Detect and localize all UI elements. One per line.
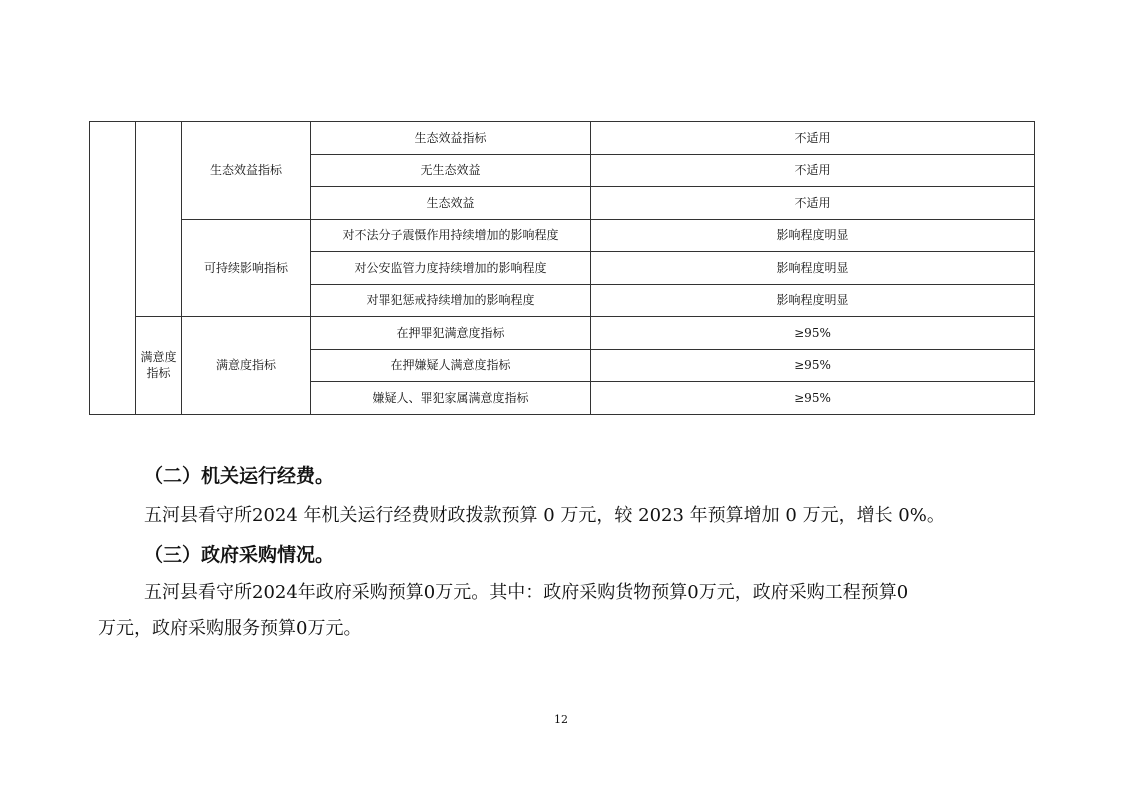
indicator-value-cell: 影响程度明显 [591,252,1035,285]
paragraph-operating-funds: 五河县看守所2024 年机关运行经费财政拨款预算 0 万元，较 2023 年预算增加 0 万元，增长 0%。 [144,505,945,526]
indicator-name-cell: 生态效益 [311,187,591,220]
indicator-value-cell: 影响程度明显 [591,219,1035,252]
section-heading-procurement: （三）政府采购情况。 [144,544,335,566]
indicator-value-cell: 影响程度明显 [591,284,1035,317]
level2-satisfaction-cell: 满意度指标 [136,317,182,415]
category-cell: 满意度指标 [182,317,311,415]
table-row [90,317,1035,350]
indicator-name-cell: 在押嫌疑人满意度指标 [311,349,591,382]
category-cell: 生态效益指标 [182,122,311,220]
category-cell: 可持续影响指标 [182,219,311,317]
indicator-value-cell: 不适用 [591,154,1035,187]
indicator-name-cell: 对罪犯惩戒持续增加的影响程度 [311,284,591,317]
level2-empty-cell [136,122,182,317]
indicator-value-cell: 不适用 [591,187,1035,220]
indicator-name-cell: 对公安监管力度持续增加的影响程度 [311,252,591,285]
page-number: 12 [554,713,568,726]
indicator-name-cell: 嫌疑人、罪犯家属满意度指标 [311,382,591,415]
performance-indicator-table [89,121,1035,415]
section-heading-operating-funds: （二）机关运行经费。 [144,465,335,487]
indicator-value-cell: ≥95% [591,317,1035,350]
table-row [90,219,1035,252]
level1-empty-cell [90,122,136,415]
indicator-name-cell: 生态效益指标 [311,122,591,155]
indicator-value-cell: ≥95% [591,382,1035,415]
indicator-name-cell: 在押罪犯满意度指标 [311,317,591,350]
indicator-value-cell: 不适用 [591,122,1035,155]
indicator-name-cell: 无生态效益 [311,154,591,187]
paragraph-procurement-line1: 五河县看守所2024年政府采购预算0万元。其中：政府采购货物预算0万元，政府采购工程预算0 [144,582,909,603]
indicator-value-cell: ≥95% [591,349,1035,382]
table-row [90,122,1035,155]
indicator-name-cell: 对不法分子震慑作用持续增加的影响程度 [311,219,591,252]
paragraph-procurement-line2: 万元，政府采购服务预算0万元。 [98,618,362,639]
